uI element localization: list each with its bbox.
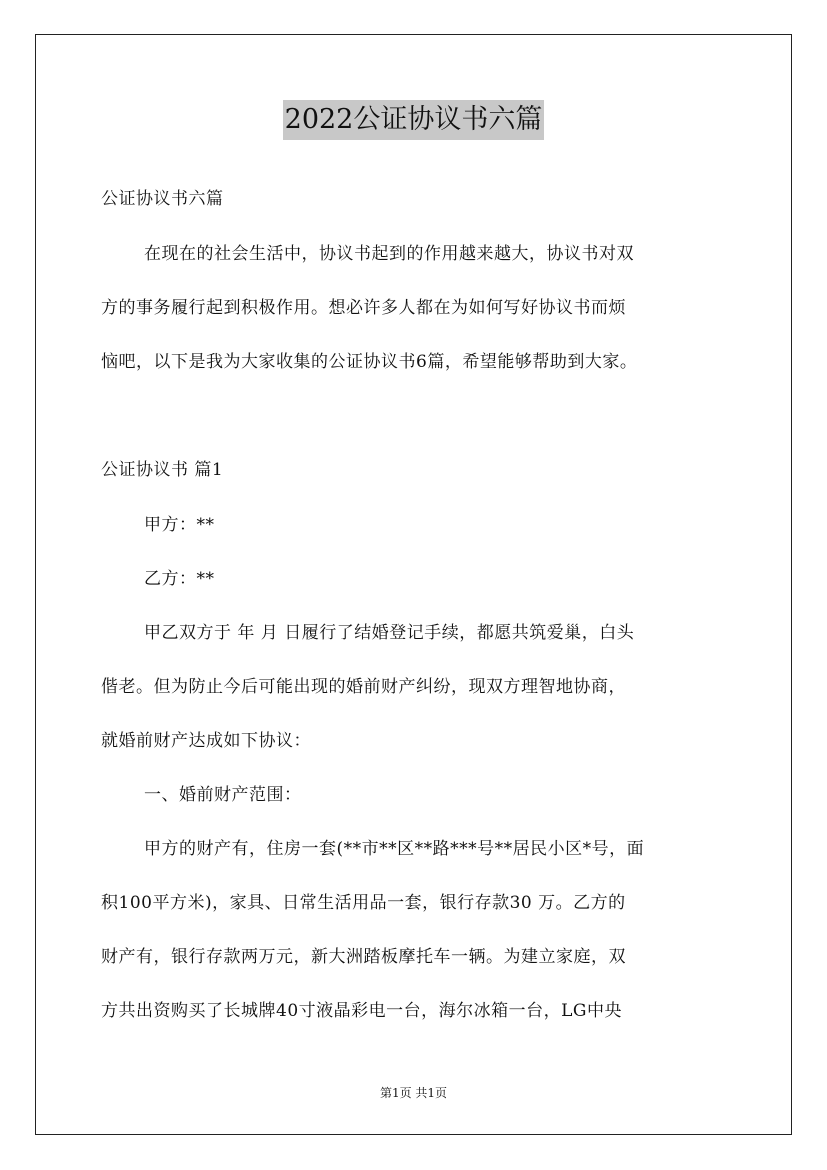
paragraph-line: 甲乙双方于 年 月 日履行了结婚登记手续，都愿共筑爱巢，白头 <box>144 623 635 643</box>
party-b-line: 乙方：** <box>144 569 215 589</box>
paragraph-line: 方的事务履行起到积极作用。想必许多人都在为如何写好协议书而烦 <box>101 298 626 318</box>
paragraph-line: 积100平方米)，家具、日常生活用品一套，银行存款30 万。乙方的 <box>101 893 626 913</box>
paragraph-line: 方共出资购买了长城牌40寸液晶彩电一台，海尔冰箱一台，LG中央 <box>101 1001 622 1021</box>
clause-heading: 一、婚前财产范围： <box>144 785 302 805</box>
doc-subtitle: 公证协议书六篇 <box>101 189 224 209</box>
paragraph-line: 恼吧，以下是我为大家收集的公证协议书6篇，希望能够帮助到大家。 <box>101 352 638 372</box>
paragraph-line: 就婚前财产达成如下协议： <box>101 731 311 751</box>
paragraph-line: 偕老。但为防止今后可能出现的婚前财产纠纷，现双方理智地协商， <box>101 677 626 697</box>
paragraph-line: 财产有，银行存款两万元，新大洲踏板摩托车一辆。为建立家庭，双 <box>101 947 626 967</box>
title-container <box>0 100 827 140</box>
section-heading: 公证协议书 篇1 <box>101 460 224 480</box>
page-footer: 第1页 共1页 <box>379 1086 448 1100</box>
paragraph-line: 甲方的财产有，住房一套(**市**区**路***号**居民小区*号，面 <box>144 839 645 859</box>
paragraph-line: 在现在的社会生活中，协议书起到的作用越来越大，协议书对双 <box>144 244 634 264</box>
document-title: 2022公证协议书六篇 <box>283 100 545 140</box>
party-a-line: 甲方：** <box>144 515 215 535</box>
